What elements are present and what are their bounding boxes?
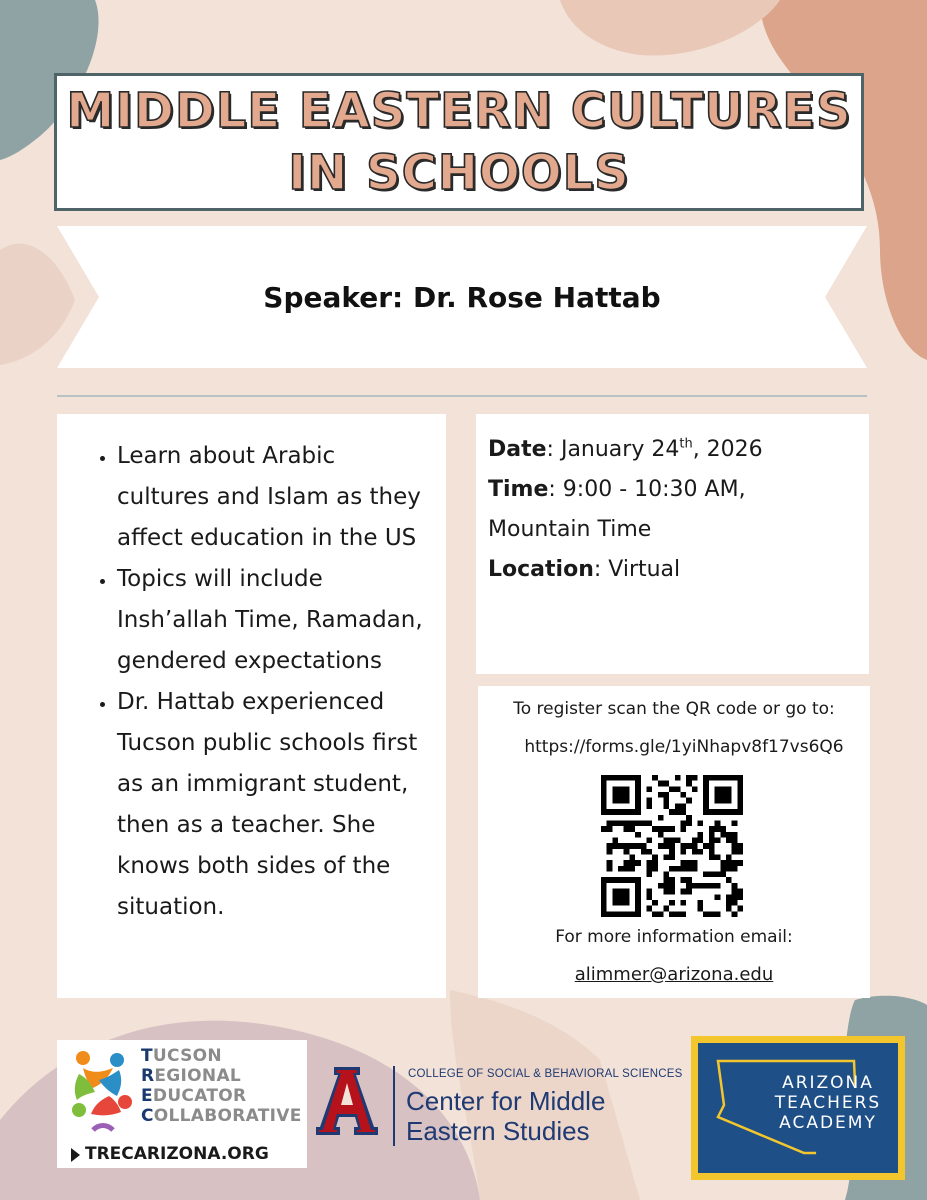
- speaker-name: Speaker: Dr. Rose Hattab: [263, 280, 661, 314]
- trec-word-educator: [141, 1086, 246, 1106]
- topic-item: • Learn about Arabic cultures and Islam as they affect education in the US: [117, 436, 432, 559]
- university-a-logo: [316, 1065, 378, 1137]
- trec-logo: [57, 1040, 307, 1168]
- topics-panel: [57, 414, 446, 998]
- register-prompt: To register scan the QR code or go to:: [513, 699, 835, 719]
- topic-item: • Dr. Hattab experienced Tucson public schools first as an immigrant student, then as a teacher. She knows both sides of the situation.: [117, 682, 432, 928]
- cmes-name: [406, 1086, 605, 1146]
- time-zone: Mountain Time: [488, 517, 652, 542]
- trec-initial: C: [141, 1106, 154, 1126]
- play-arrow-icon: [71, 1148, 80, 1162]
- ata-line-2: TEACHERS: [774, 1093, 882, 1113]
- title-line-1: MIDDLE EASTERN CULTURES: [66, 83, 852, 139]
- topic-item: • Topics will include Insh’allah Time, Ramadan, gendered expectations: [117, 559, 432, 682]
- trec-word-collaborative: [141, 1106, 302, 1126]
- location-value: : Virtual: [593, 557, 681, 582]
- date-ordinal: th: [679, 436, 693, 452]
- trec-initial: R: [141, 1066, 155, 1086]
- trec-url: TRECARIZONA.ORG: [85, 1144, 269, 1164]
- date-label: Date: [488, 437, 547, 462]
- cmes-divider: [393, 1066, 395, 1146]
- location-row: [488, 550, 859, 590]
- trec-rest: DUCATOR: [152, 1086, 247, 1106]
- contact-email-link[interactable]: alimmer@arizona.edu: [574, 964, 774, 985]
- cmes-college-name: COLLEGE OF SOCIAL & BEHAVIORAL SCIENCES: [408, 1068, 683, 1080]
- trec-rest: UCSON: [152, 1046, 222, 1066]
- cmes-line-2: Eastern Studies: [406, 1116, 590, 1146]
- trec-rest: EGIONAL: [154, 1066, 242, 1086]
- trec-word-regional: [141, 1066, 241, 1086]
- time-label: Time: [488, 477, 549, 502]
- event-details-panel: [476, 414, 869, 674]
- title-line-2: IN SCHOOLS: [288, 145, 630, 201]
- ata-line-1: ARIZONA: [782, 1073, 874, 1093]
- ata-line-3: ACADEMY: [779, 1113, 877, 1133]
- title-banner: [54, 73, 864, 211]
- more-info-label: For more information email:: [555, 927, 793, 947]
- location-label: Location: [488, 557, 594, 582]
- registration-panel: [478, 686, 870, 998]
- trec-people-icon: [63, 1044, 141, 1136]
- email-line: [478, 964, 870, 985]
- register-url-link[interactable]: https://forms.gle/1yiNhapv8f17vs6Q6: [524, 737, 844, 757]
- qr-code[interactable]: [601, 775, 743, 917]
- date-year: , 2026: [692, 437, 763, 462]
- date-row: [488, 430, 859, 470]
- trec-word-tucson: [141, 1046, 222, 1066]
- trec-initial: T: [141, 1046, 153, 1066]
- topics-list: [83, 436, 432, 928]
- date-value: : January 24: [546, 437, 680, 462]
- ata-panel: [698, 1043, 898, 1173]
- arizona-teachers-academy-logo: [691, 1036, 905, 1180]
- section-divider: [57, 395, 867, 397]
- time-row: [488, 470, 859, 510]
- time-value: : 9:00 - 10:30 AM,: [548, 477, 746, 502]
- ata-wordmark: [738, 1073, 918, 1133]
- trec-rest: OLLABORATIVE: [153, 1106, 302, 1126]
- cmes-line-1: Center for Middle: [406, 1086, 606, 1116]
- trec-initial: E: [141, 1086, 153, 1106]
